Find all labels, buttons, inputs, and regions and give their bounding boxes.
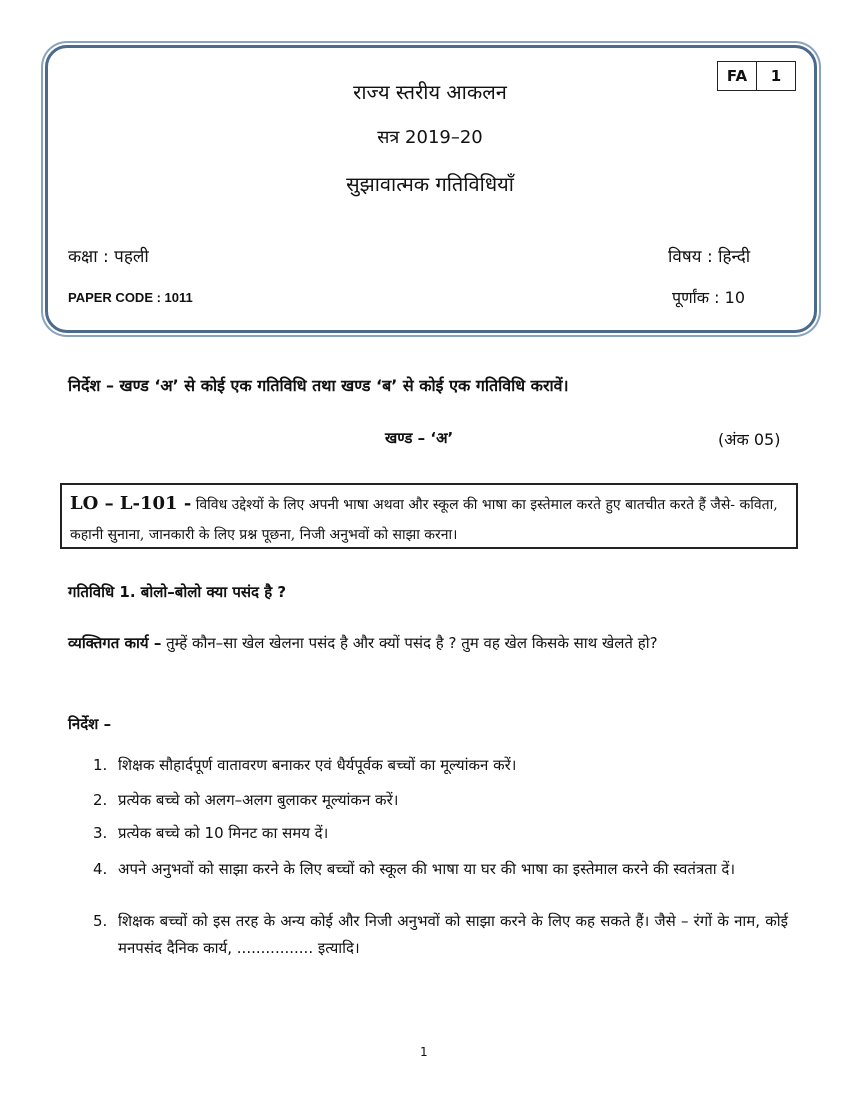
session: सत्र 2019–20 (377, 127, 483, 148)
fa-label: FA (718, 62, 757, 90)
direction-item (93, 787, 793, 814)
section-title: खण्ड – ‘अ’ (385, 429, 454, 447)
task-label: व्यक्तिगत कार्य – (68, 634, 162, 652)
item-text: प्रत्येक बच्चे को 10 मिनट का समय दें। (118, 824, 329, 842)
individual-task (68, 628, 788, 658)
learning-outcome-box (60, 483, 798, 549)
activity-title: गतिविधि 1. बोलो–बोलो क्या पसंद है ? (68, 583, 287, 601)
item-text: अपने अनुभवों को साझा करने के लिए बच्चों को स्कूल की भाषा या घर की भाषा का इस्तेमाल करने की स्वतंत्रता दें। (118, 860, 736, 878)
item-number: 5. (93, 912, 108, 930)
task-text: तुम्हें कौन–सा खेल खेलना पसंद है और क्यों पसंद है ? तुम वह खेल किसके साथ खेलते हो? (161, 634, 658, 652)
direction-item (93, 856, 793, 883)
item-text: शिक्षक सौहार्दपूर्ण वातावरण बनाकर एवं धैर्यपूर्वक बच्चों का मूल्यांकन करें। (118, 756, 517, 774)
direction-item (93, 908, 793, 962)
lo-text: विविध उद्देश्यों के लिए अपनी भाषा अथवा और स्कूल की भाषा का इस्तेमाल करते हुए बातचीत करते हैं जैसे- कविता, कहानी सुनाना, जानकारी के लिए प्रश्न पूछना, निजी अनुभवों को साझा करना। (70, 497, 778, 543)
lo-code: LO – L-101 - (70, 493, 192, 514)
paper-code: PAPER CODE : 1011 (68, 290, 193, 305)
item-text: प्रत्येक बच्चे को अलग–अलग बुलाकर मूल्यांकन करें। (118, 791, 399, 809)
title: राज्य स्तरीय आकलन (353, 80, 507, 104)
item-number: 4. (93, 860, 108, 878)
max-marks: पूर्णांक : 10 (672, 288, 746, 307)
subject-label: विषय : हिन्दी (668, 247, 751, 267)
direction-item (93, 752, 793, 779)
item-number: 3. (93, 824, 108, 842)
direction-item (93, 820, 793, 847)
section-marks: (अंक 05) (718, 430, 781, 449)
fa-number: 1 (770, 67, 782, 85)
directions-label: निर्देश – (68, 715, 112, 733)
general-instruction: निर्देश – खण्ड ‘अ’ से कोई एक गतिविधि तथा खण्ड ‘ब’ से कोई एक गतिविधि करावें। (68, 376, 569, 395)
item-number: 2. (93, 791, 108, 809)
class-label: कक्षा : पहली (68, 247, 149, 267)
item-number: 1. (93, 756, 108, 774)
item-text: शिक्षक बच्चों को इस तरह के अन्य कोई और निजी अनुभवों को साझा करने के लिए कह सकते हैं। जैसे – रंगों के नाम, कोई मनपसंद दैनिक कार्य, ................ इत्यादि। (118, 912, 788, 957)
subtitle: सुझावात्मक गतिविधियाँ (346, 172, 514, 196)
page-number: 1 (420, 1045, 428, 1059)
